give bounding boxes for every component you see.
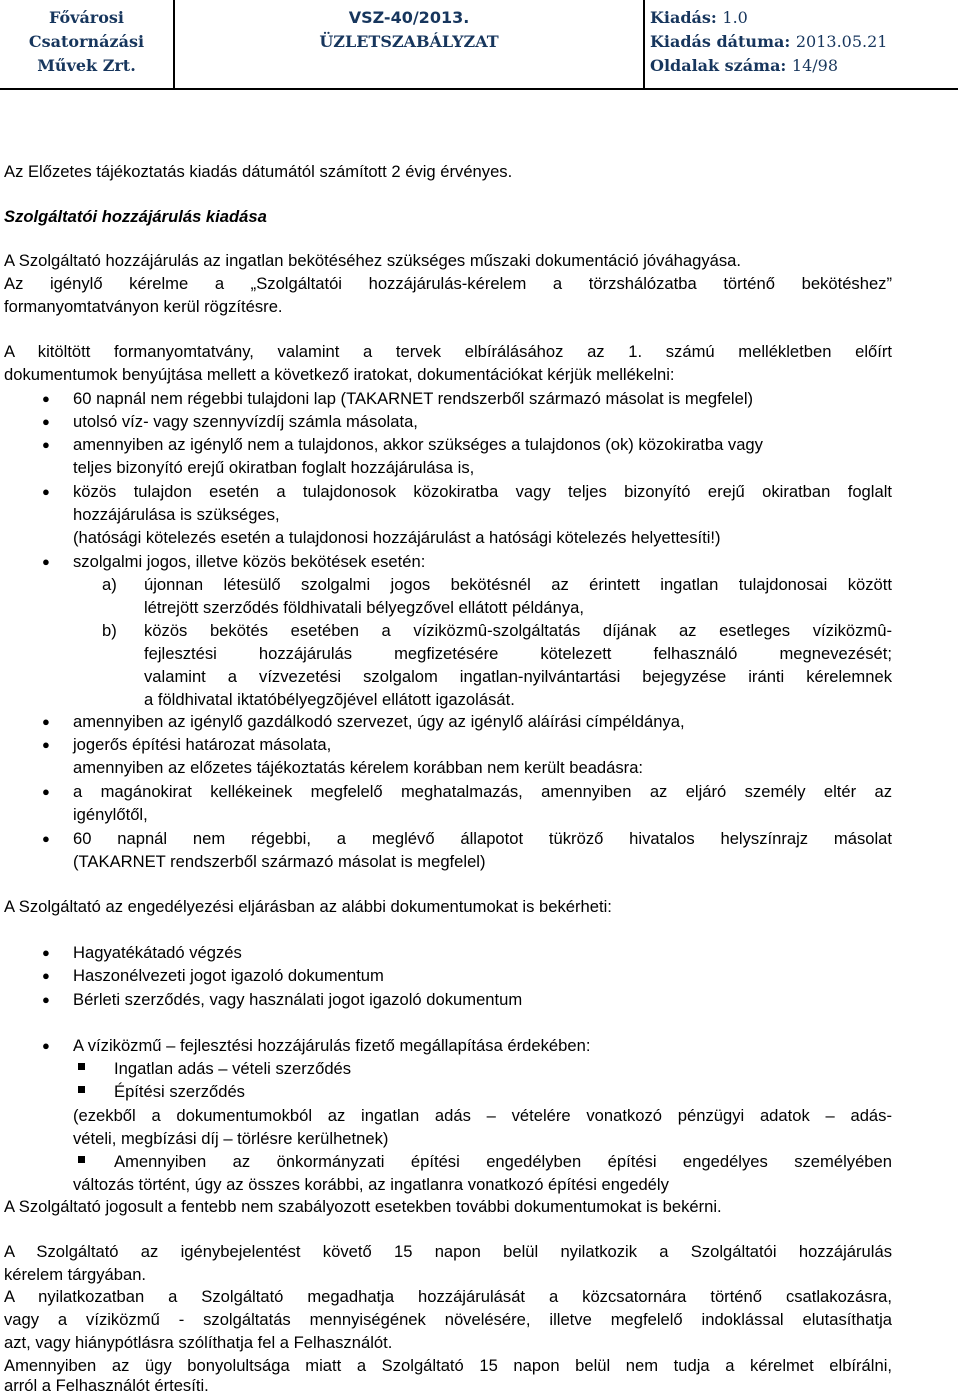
sublist-marker: a) xyxy=(102,575,117,594)
list-item: (TAKARNET rendszerből származó másolat is megfelel) xyxy=(73,852,486,871)
list-item: 60 napnál nem régebbi tulajdoni lap (TAKARNET rendszerből származó másolat is megfelel) xyxy=(73,389,754,408)
list-item: Bérleti szerződés, vagy használati jogot igazoló dokumentum xyxy=(73,990,523,1009)
paragraph: dokumentumok benyújtása mellett a következő iratokat, dokumentációkat kérjük mellékelni: xyxy=(4,365,675,384)
org-line-1: Fővárosi xyxy=(48,8,124,27)
paragraph: A Szolgáltató az igénybejelentést követő 15 napon belül nyilatkozik a Szolgáltatói hozzájárulás xyxy=(4,1242,892,1261)
list-item: amennyiben az előzetes tájékoztatás kérelem korábban nem került beadásra: xyxy=(73,758,644,777)
sublist-item: a földhivatal iktatóbélyegzõjével ellátott igazolását. xyxy=(144,690,515,709)
edition-value: 1.0 xyxy=(722,8,748,27)
list-item: amennyiben az igénylő gazdálkodó szervezet, úgy az igénylő aláírási címpéldánya, xyxy=(73,712,685,731)
square-bullet-icon xyxy=(78,1063,85,1070)
list-item: szolgalmi jogos, illetve közös bekötések esetén: xyxy=(73,552,426,571)
paragraph: arról a Felhasználót értesíti. xyxy=(4,1376,209,1395)
org-name xyxy=(0,0,175,88)
list-item: amennyiben az igénylő nem a tulajdonos, akkor szükséges a tulajdonos (ok) közokiratba vagy xyxy=(73,435,763,454)
sublist-item: változás történt, úgy az összes korábbi, az ingatlanra vonatkozó építési engedély xyxy=(73,1175,669,1194)
sublist-marker: b) xyxy=(102,621,117,640)
list-item: jogerős építési határozat másolata, xyxy=(73,735,332,754)
list-item: Hagyatékátadó végzés xyxy=(73,943,242,962)
sublist-item: (ezekből a dokumentumokból az ingatlan adás – vételére vonatkozó pénzügyi adatok – adás- xyxy=(73,1106,892,1125)
doc-type: ÜZLETSZABÁLYZAT xyxy=(319,32,499,51)
sublist-item: valamint a vízvezetési szolgalom ingatlan-nyilvántartási bejegyzése iránti kérelemnek xyxy=(144,667,892,686)
page-header xyxy=(0,0,958,90)
list-item: utolsó víz- vagy szennyvízdíj számla másolata, xyxy=(73,412,418,431)
list-item: igénylőtől, xyxy=(73,805,148,824)
list-item: (hatósági kötelezés esetén a tulajdonosi hozzájárulást a hatósági kötelezés helyettesíti!) xyxy=(73,528,721,547)
sublist-item: Ingatlan adás – vételi szerződés xyxy=(114,1059,352,1078)
sublist-item: közös bekötés esetében a víziközmû-szolgáltatás díjának az esetleges víziközmû- xyxy=(144,621,892,640)
pages-label: Oldalak száma: xyxy=(650,56,787,75)
bullet-icon: ● xyxy=(42,414,50,429)
list-item: a magánokirat kellékeinek megfelelő meghatalmazás, amennyiben az eljáró személy eltér az xyxy=(73,782,892,801)
bullet-icon: ● xyxy=(42,968,50,983)
sublist-item: létrejött szerződés földhivatali bélyegzővel ellátott példánya, xyxy=(144,598,584,617)
sublist-item: Amennyiben az önkormányzati építési engedélyben építési engedélyes személyében xyxy=(114,1152,892,1171)
org-line-2: Csatornázási xyxy=(28,32,145,51)
paragraph: A Szolgáltató jogosult a fentebb nem szabályozott esetekben további dokumentumokat is bekérni. xyxy=(4,1197,722,1216)
paragraph: formanyomtatványon kerül rögzítésre. xyxy=(4,297,283,316)
edition-label: Kiadás: xyxy=(650,8,717,27)
bullet-icon: ● xyxy=(42,484,50,499)
bullet-icon: ● xyxy=(42,784,50,799)
list-item: közös tulajdon esetén a tulajdonosok közokiratba vagy teljes bizonyító erejű okiratban foglalt xyxy=(73,482,892,501)
list-item: teljes bizonyító erejű okiratban foglalt hozzájárulása is, xyxy=(73,458,475,477)
paragraph: A nyilatkozatban a Szolgáltató megadhatja hozzájárulását a közcsatornára történő csatlakozásra, xyxy=(4,1287,892,1306)
paragraph: A kitöltött formanyomtatvány, valamint a tervek elbírálásához az 1. számú mellékletben előírt xyxy=(4,342,892,361)
bullet-icon: ● xyxy=(42,945,50,960)
bullet-icon: ● xyxy=(42,437,50,452)
edition-row xyxy=(650,6,958,30)
paragraph: Az igénylő kérelme a „Szolgáltatói hozzájárulás-kérelem a törzshálózatba történő bekötéshez” xyxy=(4,274,892,293)
list-item: Haszonélvezeti jogot igazoló dokumentum xyxy=(73,966,384,985)
paragraph: Az Előzetes tájékoztatás kiadás dátumától számított 2 évig érvényes. xyxy=(4,162,513,181)
bullet-icon: ● xyxy=(42,554,50,569)
bullet-icon: ● xyxy=(42,737,50,752)
paragraph: A Szolgáltató hozzájárulás az ingatlan bekötéséhez szükséges műszaki dokumentáció jóváhagyása. xyxy=(4,251,742,270)
org-line-3: Művek Zrt. xyxy=(37,56,136,75)
list-item: hozzájárulása is szükséges, xyxy=(73,505,280,524)
square-bullet-icon xyxy=(78,1086,85,1093)
date-label: Kiadás dátuma: xyxy=(650,32,791,51)
bullet-icon: ● xyxy=(42,1038,50,1053)
section-heading: Szolgáltatói hozzájárulás kiadása xyxy=(4,207,267,226)
bullet-icon: ● xyxy=(42,391,50,406)
date-row xyxy=(650,30,958,54)
square-bullet-icon xyxy=(78,1156,85,1163)
list-item: 60 napnál nem régebbi, a meglévő állapotot tükröző hivatalos helyszínrajz másolat xyxy=(73,829,892,848)
bullet-icon: ● xyxy=(42,992,50,1007)
doc-id xyxy=(175,0,645,88)
paragraph: A Szolgáltató az engedélyezési eljárásban az alábbi dokumentumokat is bekérheti: xyxy=(4,897,612,916)
date-value: 2013.05.21 xyxy=(795,32,888,51)
doc-meta xyxy=(645,0,958,88)
paragraph: kérelem tárgyában. xyxy=(4,1265,147,1284)
list-item: A víziközmű – fejlesztési hozzájárulás fizető megállapítása érdekében: xyxy=(73,1036,591,1055)
paragraph: azt, vagy hiánypótlásra szólíthatja fel a Felhasználót. xyxy=(4,1333,393,1352)
pages-row xyxy=(650,54,958,78)
pages-value: 14/98 xyxy=(791,56,839,75)
sublist-item: újonnan létesülő szolgalmi jogos bekötésnél az érintett ingatlan tulajdonosai között xyxy=(144,575,892,594)
sublist-item: fejlesztési hozzájárulás megfizetésére kötelezett felhasználó megnevezését; xyxy=(144,644,892,663)
sublist-item: Építési szerződés xyxy=(114,1082,245,1101)
doc-code: VSZ-40/2013. xyxy=(348,8,470,27)
bullet-icon: ● xyxy=(42,831,50,846)
sublist-item: vételi, megbízási díj – törlésre kerülhetnek) xyxy=(73,1129,389,1148)
paragraph: vagy a víziközmű - szolgáltatás mennyiségének növelésére, illetve megfelelő indoklással elutasíthatja xyxy=(4,1310,892,1329)
paragraph: Amennyiben az ügy bonyolultsága miatt a Szolgáltató 15 napon belül nem tudja a kérelmet elbírálni, xyxy=(4,1356,892,1375)
bullet-icon: ● xyxy=(42,714,50,729)
